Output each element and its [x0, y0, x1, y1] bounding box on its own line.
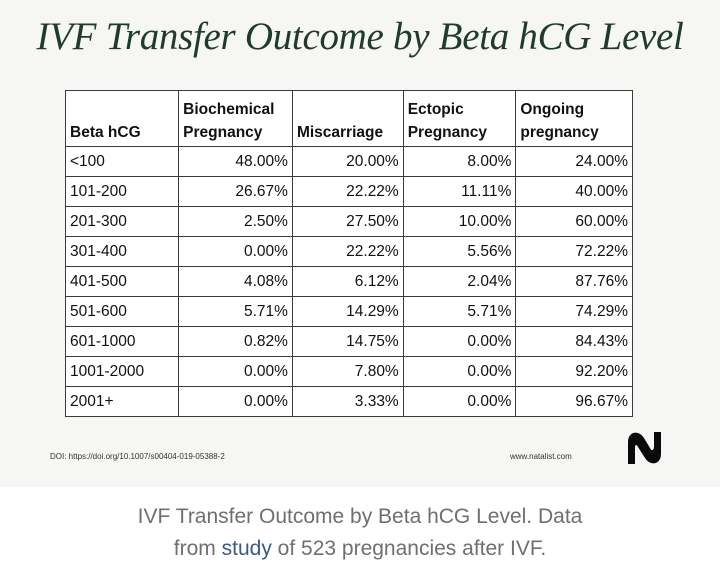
cell-ectopic: 5.56%: [403, 237, 516, 267]
cell-ongoing: 84.43%: [516, 327, 633, 357]
row-label: 1001-2000: [66, 357, 179, 387]
table-row: [66, 387, 633, 417]
table-row: [66, 147, 633, 177]
table-header-row: [66, 91, 633, 147]
cell-ongoing: 24.00%: [516, 147, 633, 177]
cell-ectopic: 5.71%: [403, 297, 516, 327]
cell-miscarriage: 3.33%: [292, 387, 403, 417]
cell-miscarriage: 6.12%: [292, 267, 403, 297]
cell-ectopic: 0.00%: [403, 387, 516, 417]
cell-miscarriage: 14.29%: [292, 297, 403, 327]
cell-ongoing: 96.67%: [516, 387, 633, 417]
cell-miscarriage: 27.50%: [292, 207, 403, 237]
cell-ectopic: 10.00%: [403, 207, 516, 237]
row-label: 501-600: [66, 297, 179, 327]
table-row: [66, 297, 633, 327]
cell-biochemical: 2.50%: [179, 207, 293, 237]
cell-miscarriage: 7.80%: [292, 357, 403, 387]
header-beta-hcg: Beta hCG: [66, 91, 179, 147]
row-label: 101-200: [66, 177, 179, 207]
table-row: [66, 177, 633, 207]
cell-ectopic: 0.00%: [403, 327, 516, 357]
cell-miscarriage: 20.00%: [292, 147, 403, 177]
source-website: www.natalist.com: [510, 452, 572, 461]
cell-ongoing: 74.29%: [516, 297, 633, 327]
caption-line-2: [0, 533, 720, 565]
header-ongoing-pregnancy: Ongoing pregnancy: [516, 91, 633, 147]
cell-ectopic: 8.00%: [403, 147, 516, 177]
cell-biochemical: 0.00%: [179, 237, 293, 267]
cell-ongoing: 60.00%: [516, 207, 633, 237]
row-label: 2001+: [66, 387, 179, 417]
cell-miscarriage: 22.22%: [292, 177, 403, 207]
table-row: [66, 357, 633, 387]
cell-biochemical: 0.00%: [179, 387, 293, 417]
table-row: [66, 207, 633, 237]
study-link[interactable]: study: [221, 537, 272, 560]
outcome-table: [65, 90, 633, 417]
row-label: 201-300: [66, 207, 179, 237]
cell-ectopic: 0.00%: [403, 357, 516, 387]
natalist-logo-icon: [624, 430, 664, 466]
figure-title: IVF Transfer Outcome by Beta hCG Level: [36, 15, 684, 58]
cell-ongoing: 40.00%: [516, 177, 633, 207]
cell-ectopic: 11.11%: [403, 177, 516, 207]
table-row: [66, 327, 633, 357]
row-label: 401-500: [66, 267, 179, 297]
header-miscarriage: Miscarriage: [292, 91, 403, 147]
row-label: 601-1000: [66, 327, 179, 357]
doi-citation: DOI: https://doi.org/10.1007/s00404-019-05388-2: [50, 452, 225, 461]
caption-text-after: of 523 pregnancies after IVF.: [271, 537, 547, 560]
row-label: <100: [66, 147, 179, 177]
cell-biochemical: 5.71%: [179, 297, 293, 327]
cell-biochemical: 4.08%: [179, 267, 293, 297]
cell-miscarriage: 22.22%: [292, 237, 403, 267]
caption-line-1: IVF Transfer Outcome by Beta hCG Level. Data: [137, 505, 583, 528]
cell-biochemical: 26.67%: [179, 177, 293, 207]
cell-biochemical: 0.00%: [179, 357, 293, 387]
cell-miscarriage: 14.75%: [292, 327, 403, 357]
caption-text-before: from: [173, 537, 222, 560]
header-biochemical-pregnancy: Biochemical Pregnancy: [179, 91, 293, 147]
table-row: [66, 267, 633, 297]
cell-ongoing: 92.20%: [516, 357, 633, 387]
row-label: 301-400: [66, 237, 179, 267]
cell-biochemical: 0.82%: [179, 327, 293, 357]
cell-ongoing: 87.76%: [516, 267, 633, 297]
table-row: [66, 237, 633, 267]
cell-biochemical: 48.00%: [179, 147, 293, 177]
header-ectopic-pregnancy: Ectopic Pregnancy: [403, 91, 516, 147]
cell-ongoing: 72.22%: [516, 237, 633, 267]
cell-ectopic: 2.04%: [403, 267, 516, 297]
figure-caption: [0, 501, 720, 565]
